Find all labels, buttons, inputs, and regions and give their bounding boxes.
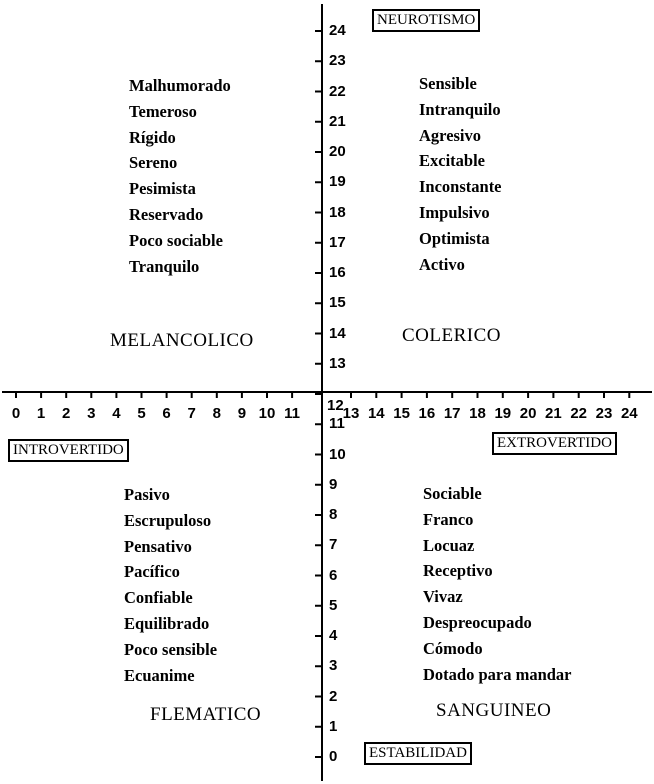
trait-item: Confiable bbox=[124, 588, 193, 608]
trait-item: Optimista bbox=[419, 228, 490, 248]
trait-item: Malhumorado bbox=[129, 76, 231, 95]
x-tick-label: 9 bbox=[237, 405, 247, 422]
x-tick-label: 6 bbox=[162, 405, 171, 422]
trait-item: Pesimista bbox=[129, 179, 196, 199]
y-tick-label: 7 bbox=[329, 536, 338, 554]
y-tick-label: 23 bbox=[329, 52, 346, 70]
trait-item: Poco sociable bbox=[129, 230, 223, 250]
y-tick-label: 24 bbox=[329, 22, 346, 39]
phlegmatic-traits bbox=[124, 482, 217, 688]
x-tick-label: 14 bbox=[367, 405, 385, 422]
y-tick-label: 4 bbox=[329, 627, 338, 644]
y-tick-label: 10 bbox=[329, 445, 346, 463]
neuroticism-label: NEUROTISMO bbox=[372, 9, 480, 32]
x-tick-label: 4 bbox=[112, 405, 121, 422]
x-tick-label: 21 bbox=[545, 405, 562, 422]
trait-item: Activo bbox=[419, 254, 465, 274]
x-tick-label: 2 bbox=[62, 405, 71, 422]
stability-label: ESTABILIDAD bbox=[364, 742, 472, 765]
x-tick-label: 10 bbox=[258, 405, 276, 422]
x-tick-label: 22 bbox=[570, 405, 588, 422]
y-tick-label: 13 bbox=[329, 354, 346, 372]
trait-item: Poco sensible bbox=[124, 639, 218, 659]
trait-item: Temeroso bbox=[129, 101, 197, 121]
y-tick-label: 1 bbox=[329, 717, 338, 735]
y-tick-label: 18 bbox=[329, 203, 346, 221]
y-tick-label: 2 bbox=[329, 687, 338, 705]
trait-item: Sensible bbox=[419, 74, 477, 93]
trait-item: Escrupuloso bbox=[124, 510, 212, 530]
trait-item: Despreocupado bbox=[423, 612, 532, 632]
y-tick-label: 19 bbox=[329, 173, 346, 191]
trait-item: Cómodo bbox=[423, 638, 483, 658]
y-tick-label: 21 bbox=[329, 112, 346, 130]
melancholic-title: MELANCOLICO bbox=[110, 330, 254, 351]
trait-item: Pensativo bbox=[124, 536, 192, 556]
trait-item: Agresivo bbox=[419, 125, 482, 145]
trait-item: Excitable bbox=[419, 151, 485, 171]
phlegmatic-title: FLEMATICO bbox=[150, 704, 262, 725]
x-tick-label: 0 bbox=[11, 405, 21, 422]
x-tick-label: 19 bbox=[494, 405, 512, 422]
y-tick-label: 8 bbox=[329, 506, 338, 523]
y-tick-label: 16 bbox=[329, 264, 346, 281]
x-tick-label: 8 bbox=[212, 405, 221, 422]
y-tick-label: 5 bbox=[329, 596, 338, 614]
choleric-traits bbox=[419, 71, 502, 277]
x-tick-label: 23 bbox=[595, 405, 613, 422]
sanguine-traits bbox=[423, 481, 572, 687]
y-tick-label: 6 bbox=[329, 566, 338, 584]
trait-item: Intranquilo bbox=[419, 99, 501, 119]
introversion-label: INTROVERTIDO bbox=[8, 439, 129, 462]
melancholic-traits bbox=[129, 73, 231, 279]
y-tick-label: 11 bbox=[329, 415, 345, 433]
trait-item: Rígido bbox=[129, 127, 176, 147]
sanguine-title: SANGUINEO bbox=[436, 700, 552, 721]
trait-item: Sociable bbox=[423, 484, 482, 503]
y-tick-label: 14 bbox=[329, 324, 346, 342]
trait-item: Pasivo bbox=[124, 485, 170, 504]
x-tick-label: 17 bbox=[443, 405, 461, 422]
x-tick-label: 24 bbox=[620, 405, 638, 422]
extraversion-label: EXTROVERTIDO bbox=[492, 432, 617, 455]
y-tick-label: 17 bbox=[329, 233, 346, 251]
y-tick-marks bbox=[315, 31, 322, 757]
x-tick-label: 1 bbox=[36, 405, 46, 422]
trait-item: Vivaz bbox=[423, 587, 463, 607]
x-tick-label: 13 bbox=[342, 405, 360, 422]
x-tick-label: 3 bbox=[87, 405, 96, 422]
choleric-title: COLERICO bbox=[402, 325, 501, 346]
trait-item: Locuaz bbox=[423, 535, 475, 555]
y-tick-label: 15 bbox=[329, 294, 346, 312]
trait-item: Impulsivo bbox=[419, 202, 490, 222]
trait-item: Ecuanime bbox=[124, 665, 195, 685]
trait-item: Pacífico bbox=[124, 562, 180, 582]
y-tick-label: 0 bbox=[329, 748, 338, 765]
trait-item: Inconstante bbox=[419, 177, 502, 197]
x-tick-label: 20 bbox=[519, 405, 537, 422]
trait-item: Dotado para mandar bbox=[423, 664, 572, 684]
trait-item: Tranquilo bbox=[129, 256, 200, 276]
trait-item: Equilibrado bbox=[124, 613, 210, 633]
x-tick-label: 7 bbox=[187, 405, 196, 422]
x-tick-label: 15 bbox=[393, 405, 410, 422]
trait-item: Reservado bbox=[129, 204, 204, 224]
center-tick-label: 12 bbox=[327, 397, 344, 414]
y-tick-label: 3 bbox=[329, 657, 338, 675]
y-tick-label: 22 bbox=[329, 82, 346, 100]
x-tick-label: 11 bbox=[284, 405, 301, 422]
x-tick-label: 18 bbox=[469, 405, 486, 422]
x-tick-label: 5 bbox=[137, 405, 146, 422]
trait-item: Franco bbox=[423, 509, 474, 529]
trait-item: Receptivo bbox=[423, 561, 493, 581]
x-tick-label: 16 bbox=[418, 405, 436, 422]
y-tick-label: 20 bbox=[329, 143, 346, 160]
trait-item: Sereno bbox=[129, 153, 178, 173]
y-tick-label: 9 bbox=[329, 475, 338, 493]
